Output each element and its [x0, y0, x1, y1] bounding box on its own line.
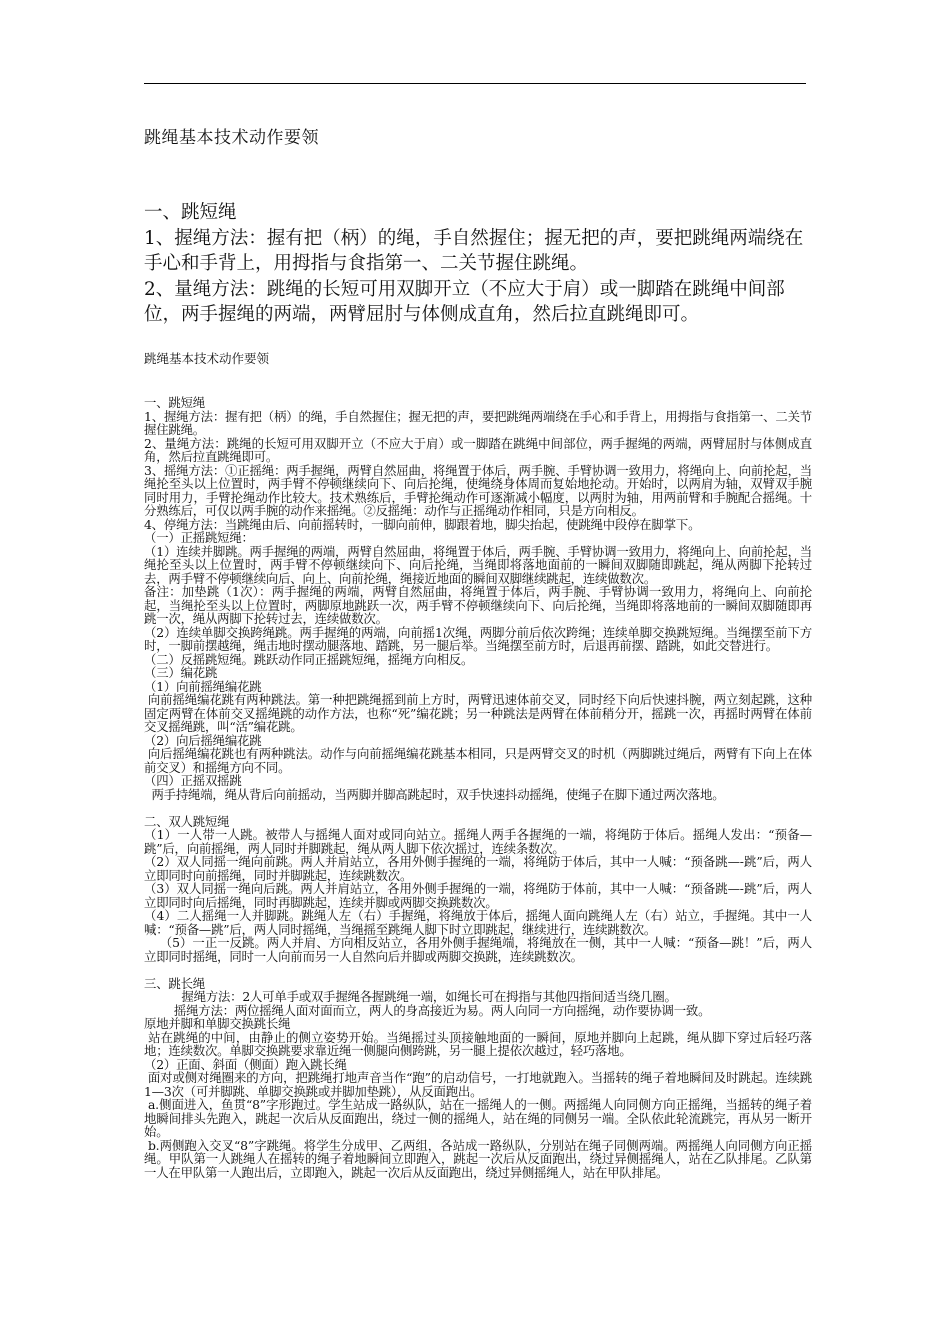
- paragraph: 2、量绳方法：跳绳的长短可用双脚开立（不应大于肩）或一脚踏在跳绳中间部位，两手握绳的两端，两臂屈肘与体侧成直角，然后拉直跳绳即可。: [144, 435, 812, 464]
- paragraph: （二）反摇跳短绳。跳跃动作同正摇跳短绳，摇绳方向相反。: [144, 651, 474, 667]
- blank-line: [144, 801, 812, 815]
- paragraph: 备注：加垫跳（1次）：两手握绳的两端，两臂自然屈曲，将绳置于体后，两手腕、手臂协调一致用力，将绳向上、向前抡起，当绳抡至头以上位置时，两脚原地跳跃一次，两手臂不停顿继续向下、向后抡绳，当绳即将落地前的一瞬间双脚随即再跳一次，绳从两脚下抡转过去，连续做数次。: [144, 584, 812, 626]
- paragraph: 2、量绳方法：跳绳的长短可用双脚开立（不应大于肩）或一脚踏在跳绳中间部位，两手握绳的两端，两臂屈肘与体侧成直角，然后拉直跳绳即可。: [144, 278, 785, 325]
- paragraph: （2）向后摇绳编花跳: [144, 732, 262, 748]
- blank-line: [144, 963, 812, 977]
- paragraph: 1、握绳方法：握有把（柄）的绳，手自然握住；握无把的声，要把跳绳两端绕在手心和手背上，用拇指与食指第一、二关节握住跳绳。: [144, 408, 812, 437]
- paragraph: （5）一正一反跳。两人并肩、方向相反站立，各用外侧手握绳端，将绳放在一侧，其中一人喊：“预备—跳！”后，两人立即同时摇绳，同时一人向前而另一人自然向后并脚或两脚交换跳，连续跳数次。: [144, 935, 812, 964]
- paragraph: （2）连续单脚交换跨绳跳。两手握绳的两端，向前摇1次绳，两脚分前后依次跨绳；连续单脚交换跳短绳。当绳摆至前下方时，一脚前摆越绳，绳击地时摆动腿落地、踏跳，另一腿后举。当绳摆至前方时，后退再前摆、踏跳，如此交替进行。: [144, 624, 812, 653]
- paragraph: 一、跳短绳: [144, 395, 205, 410]
- paragraph: 面对或侧对绳圈来的方向，把跳绳打地声音当作“跑”的启动信号，一打地就跑入。当摇转的绳子着地瞬间及时跳起。连续跳1—3次（可并脚跳、单脚交换跳或并脚加垫跳），从反面跑出。: [144, 1070, 812, 1099]
- paragraph: 3、摇绳方法：①正摇绳：两手握绳，两臂自然屈曲，将绳置于体后，两手腕、手臂协调一致用力，将绳向上、向前抡起，当绳抡至头以上位置时，两手臂不停顿继续向下、向后抡绳，使绳绕身体周而复始地抡动。开始时，以两肩为轴，双臂双手腕同时用力，手臂抡绳动作比较大。技术熟练后，手臂抡绳动作可逐渐减小幅度，以两肘为轴，用两前臂和手腕配合摇绳。十分熟练后，可仅以两手腕的动作来摇绳。②反摇绳：动作与正摇绳动作相同，只是方向相反。: [144, 462, 812, 518]
- paragraph: （4）二人摇绳一人并脚跳。跳绳人左（右）手握绳，将绳放于体后，摇绳人面向跳绳人左（右）站立，手握绳。其中一人喊：“预备—跳”后，两人同时摇绳，当绳摇至跳绳人脚下时立即跳起，继续进行，连续跳数次。: [144, 908, 812, 937]
- paragraph: 4、停绳方法：当跳绳由后、向前摇转时，一脚向前伸，脚跟着地，脚尖抬起，使跳绳中段停在脚掌下。: [144, 516, 701, 532]
- paragraph: （3）双人同摇一绳向后跳。两人并肩站立，各用外侧手握绳的一端，将绳防于体前，其中一人喊：“预备跳—-跳”后，两人立即同时向后摇绳，同时再脚跳起，连续并脚或两脚交换跳数次。: [144, 881, 812, 910]
- paragraph: 原地并脚和单脚交换跳长绳: [144, 1016, 291, 1031]
- paragraph: （1）连续并脚跳。两手握绳的两端，两臂自然屈曲，将绳置于体后，两手腕、手臂协调一致用力，将绳向上、向前抡起，当绳抡至头以上位置时，两手臂不停顿继续向下、向后抡绳，当绳即将落地面前的一瞬间双脚随即跳起，绳从两脚下抡转过去，两手臂不停顿继续向后、向上、向前抡绳，绳接近地面的瞬间双脚继续跳起，连续做数次。: [144, 543, 812, 586]
- paragraph: 握绳方法：2人可单手或双手握绳各握跳绳一端，如绳长可在拇指与其他四指间适当绕几圈。: [144, 989, 677, 1004]
- paragraph: 向前摇绳编花跳有两种跳法。第一种把跳绳摇到前上方时，两臂迅速体前交叉，同时经下向后快速抖腕，两立刻起跳，这种固定两臂在体前交叉摇绳跳的动作方法，也称“死”编花跳；另一种跳法是两臂在体前稍分开，摇跳一次，再摇时两臂在体前交叉摇绳跳，叫“活”编花跳。: [144, 692, 812, 734]
- paragraph: 三、跳长绳: [144, 975, 205, 991]
- paragraph: 二、双人跳短绳: [144, 813, 230, 829]
- paragraph: b.两侧跑入交叉“8”字跳绳。将学生分成甲、乙两组，各站成一路纵队，分别站在绳子同侧两端。两摇绳人向同侧方向正摇绳。甲队第一人跳绳人在摇转的绳子着地瞬间立即跑入，跳起一次后从反面跑出，绕过异侧摇绳人，站在乙队排尾。乙队第一人在甲队第一人跑出后，立即跑入，跳起一次后从反面跑出，绕过异侧摇绳人，站在甲队排尾。: [144, 1137, 812, 1180]
- paragraph: （1）向前摇绳编花跳: [144, 678, 262, 694]
- document-title: 跳绳基本技术动作要领: [144, 351, 270, 366]
- paragraph: 向后摇绳编花跳也有两种跳法。动作与向前摇绳编花跳基本相同，只是两臂交叉的时机（两脚跳过绳后，两臂有下向上在体前交叉）和摇绳方向不同。: [144, 746, 812, 775]
- paragraph: （1）一人带一人跳。被带人与摇绳人面对或同向站立。摇绳人两手各握绳的一端，将绳防于体后。摇绳人发出：“预备—跳”后，向前摇绳，两人同时并脚跳起，绳从两人脚下依次摇过，连续条数次。: [144, 827, 812, 856]
- paragraph: 站在跳绳的中间，由静止的侧立姿势开始。当绳摇过头顶接触地面的一瞬间，原地并脚向上起跳，绳从脚下穿过后轻巧落地；连续数次。单脚交换跳要求靠近绳一侧腿向侧跨跳，另一腿上提依次越过，轻巧落地。: [144, 1029, 812, 1058]
- paragraph: 两手持绳端，绳从背后向前摇动，当两脚并脚高跳起时，双手快速抖动摇绳，使绳子在脚下通过两次落地。: [144, 786, 725, 802]
- page-title: 跳绳基本技术动作要领: [144, 128, 319, 148]
- paragraph: （2）双人同摇一绳向前跳。两人并肩站立，各用外侧手握绳的一端，将绳防于体后，其中一人喊：“预备跳—-跳”后，两人立即同时向前摇绳，同时并脚跳起，连续跳数次。: [144, 854, 812, 883]
- paragraph: （四）正摇双摇跳: [144, 773, 242, 788]
- paragraph: 摇绳方法：两位摇绳人面对面而立，两人的身高接近为易。两人向同一方向摇绳，动作要协调一致。: [144, 1002, 711, 1018]
- paragraph: （2）正面、斜面（侧面）跑入跳长绳: [144, 1056, 347, 1072]
- document-body: [144, 396, 812, 1179]
- paragraph: 1、握绳方法：握有把（柄）的绳，手自然握住；握无把的声，要把跳绳两端绕在手心和手背上，用拇指与食指第一、二关节握住跳绳。: [144, 227, 804, 274]
- paragraph: a.侧面进入，鱼贯“8”字形跑过。学生站成一路纵队，站在一摇绳人的一侧。两摇绳人向同侧方向正摇绳，当摇转的绳子着地瞬间排头先跑入，跳起一次后从反面跑出，绕过一侧的摇绳人，站在绳的同侧另一端。全队依此轮流跳完，再从另一断开始。: [144, 1097, 812, 1139]
- section-heading: 一、跳短绳: [144, 202, 237, 223]
- paragraph: （三）编花跳: [144, 665, 218, 680]
- paragraph: （一）正摇跳短绳：: [144, 530, 254, 545]
